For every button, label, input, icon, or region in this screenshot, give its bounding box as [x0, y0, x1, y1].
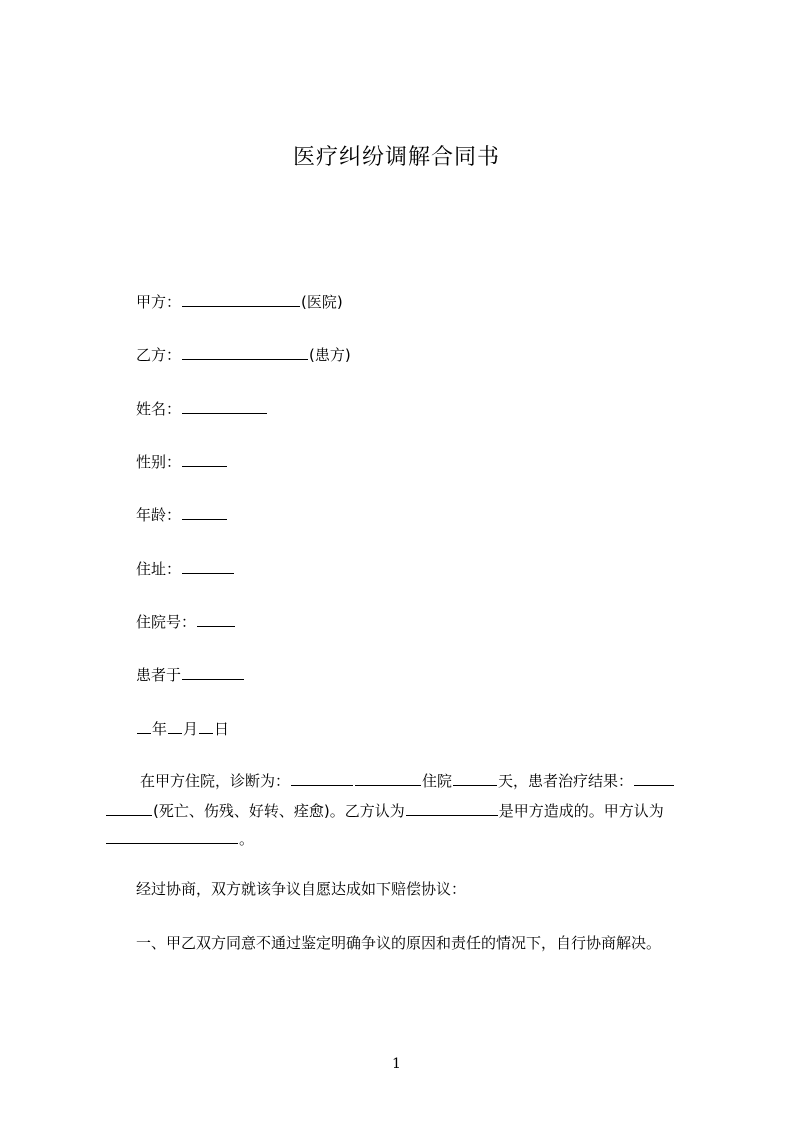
day-blank[interactable]: [199, 719, 213, 734]
hospital-no-line: [136, 612, 236, 632]
party-a-opinion-blank[interactable]: [106, 829, 238, 844]
party-b-line: [136, 345, 351, 365]
hospital-no-label: 住院号：: [136, 613, 197, 631]
gender-label: 性别：: [136, 453, 182, 471]
diagnosis-text-3: 天，患者治疗结果：: [498, 772, 634, 790]
party-b-opinion-blank[interactable]: [406, 801, 498, 816]
page-number: 1: [392, 1056, 401, 1072]
diagnosis-text-5: 是甲方造成的。甲方认为: [498, 802, 664, 820]
party-b-suffix: (患方): [309, 346, 351, 364]
address-line: [136, 559, 235, 579]
date-month-label: 月: [183, 720, 199, 738]
patient-at-label: 患者于: [136, 666, 182, 684]
address-blank[interactable]: [182, 559, 234, 574]
date-day-label: 日: [214, 720, 230, 738]
year-blank[interactable]: [137, 719, 151, 734]
document-title: 医疗纠纷调解合同书: [292, 145, 500, 170]
name-blank[interactable]: [182, 399, 267, 414]
diagnosis-line-2: [105, 801, 702, 821]
diagnosis-line-1: [140, 771, 702, 791]
party-b-blank[interactable]: [182, 345, 308, 360]
diagnosis-text-2: 住院: [422, 772, 453, 790]
address-label: 住址：: [136, 560, 182, 578]
age-blank[interactable]: [182, 505, 227, 520]
gender-line: [136, 452, 228, 472]
negotiation-paragraph: 经过协商，双方就该争议自愿达成如下赔偿协议：: [136, 880, 467, 898]
age-line: [136, 505, 228, 525]
clause-1: 一、甲乙双方同意不通过鉴定明确争议的原因和责任的情况下，自行协商解决。: [136, 934, 662, 952]
diagnosis-text-4: (死亡、伤残、好转、痊愈)。乙方认为: [153, 802, 405, 820]
party-a-label: 甲方：: [136, 293, 182, 311]
name-line: [136, 399, 268, 419]
party-a-line: [136, 292, 343, 312]
gender-blank[interactable]: [182, 452, 227, 467]
date-year-label: 年: [152, 720, 168, 738]
result-blank-1[interactable]: [634, 771, 674, 786]
party-b-label: 乙方：: [136, 346, 182, 364]
patient-at-blank[interactable]: [182, 665, 244, 680]
month-blank[interactable]: [168, 719, 182, 734]
date-line: [136, 719, 229, 739]
name-label: 姓名：: [136, 400, 182, 418]
days-blank[interactable]: [453, 771, 497, 786]
party-a-blank[interactable]: [182, 292, 300, 307]
diagnosis-text-1: 在甲方住院，诊断为：: [140, 772, 291, 790]
patient-at-line: [136, 665, 245, 685]
diagnosis-blank-2[interactable]: [355, 771, 421, 786]
diagnosis-line-3: [105, 829, 505, 849]
diagnosis-blank-1[interactable]: [291, 771, 353, 786]
hospital-no-blank[interactable]: [197, 612, 235, 627]
party-a-suffix: (医院): [301, 293, 343, 311]
diagnosis-text-6: 。: [239, 830, 255, 848]
result-blank-2[interactable]: [106, 801, 152, 816]
age-label: 年龄：: [136, 506, 182, 524]
